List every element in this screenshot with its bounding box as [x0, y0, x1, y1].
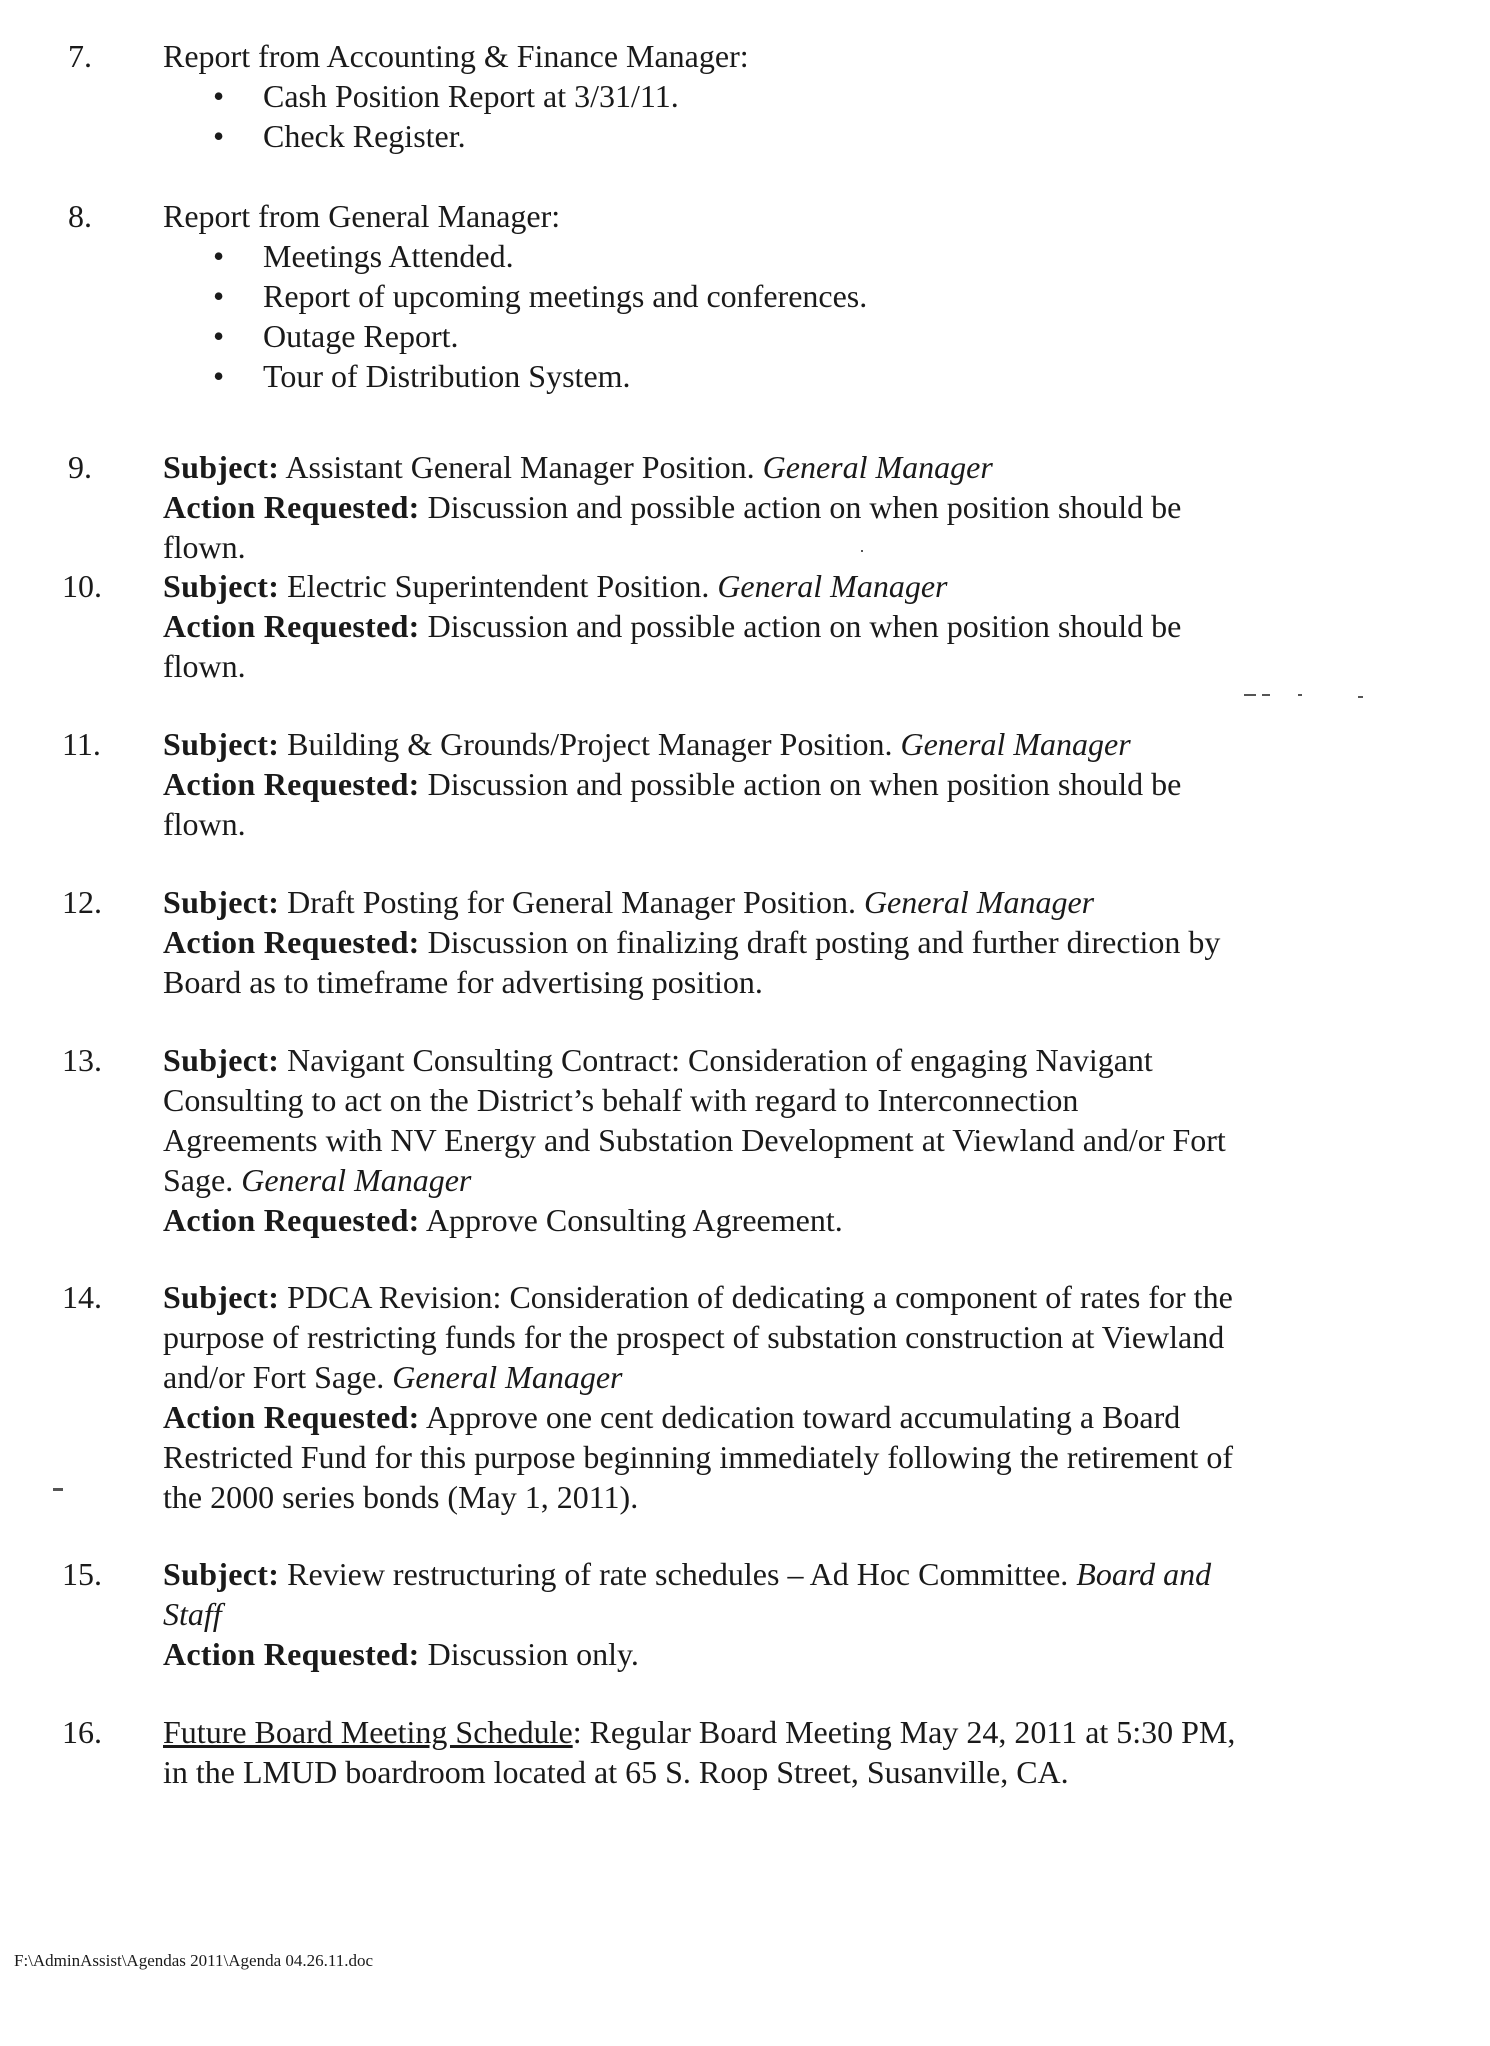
presenter: Staff: [163, 1596, 222, 1632]
item-number: 11.: [62, 726, 101, 762]
item-content: [163, 1277, 1453, 1517]
item-number: 10.: [62, 568, 102, 604]
bullet-icon: •: [213, 318, 225, 354]
schedule-text: in the LMUD boardroom located at 65 S. Roop Street, Susanville, CA.: [163, 1754, 1069, 1790]
scan-speck: [1262, 694, 1270, 696]
subject-text: PDCA Revision: Consideration of dedicating a component of rates for the: [287, 1279, 1233, 1315]
subject-text: Sage.: [163, 1162, 234, 1198]
action-text: Discussion and possible action on when position should be: [427, 608, 1182, 644]
presenter: Board and: [1076, 1556, 1212, 1592]
item-content: [163, 1712, 1453, 1792]
subject-text: Review restructuring of rate schedules – Ad Hoc Committee.: [287, 1556, 1069, 1592]
subject-label: Subject:: [163, 449, 280, 485]
bullet-item: • Cash Position Report at 3/31/11.: [213, 78, 679, 114]
subject-text: Agreements with NV Energy and Substation Development at Viewland and/or Fort: [163, 1122, 1226, 1158]
action-text: the 2000 series bonds (May 1, 2011).: [163, 1479, 639, 1515]
item-number: 9.: [68, 449, 92, 485]
scan-speck: [1358, 696, 1363, 698]
item-content: [163, 566, 1453, 686]
scan-speck: [861, 550, 863, 552]
action-label: Action Requested:: [163, 766, 420, 802]
bullet-item: • Tour of Distribution System.: [213, 358, 631, 394]
action-label: Action Requested:: [163, 1202, 420, 1238]
schedule-label: Future Board Meeting Schedule: [163, 1714, 573, 1750]
subject-text: purpose of restricting funds for the prospect of substation construction at Viewland: [163, 1319, 1225, 1355]
item-title: Report from Accounting & Finance Manager:: [163, 38, 749, 74]
item-content: [163, 724, 1453, 844]
action-text: Discussion only.: [427, 1636, 639, 1672]
action-text: Board as to timeframe for advertising position.: [163, 964, 763, 1000]
item-content: [163, 1040, 1453, 1240]
document-file-path: F:\AdminAssist\Agendas 2011\Agenda 04.26.11.doc: [14, 1951, 374, 1970]
action-text: Discussion on finalizing draft posting and further direction by: [427, 924, 1221, 960]
bullet-icon: •: [213, 358, 225, 394]
action-label: Action Requested:: [163, 489, 420, 525]
item-content: [163, 196, 1453, 396]
bullet-icon: •: [213, 278, 225, 314]
action-label: Action Requested:: [163, 608, 420, 644]
item-content: [163, 447, 1453, 567]
action-text: Discussion and possible action on when position should be: [427, 489, 1182, 525]
subject-label: Subject:: [163, 1042, 280, 1078]
presenter: General Manager: [762, 449, 993, 485]
presenter: General Manager: [392, 1359, 623, 1395]
item-content: [163, 36, 1453, 156]
subject-text: Assistant General Manager Position.: [285, 449, 755, 485]
subject-label: Subject:: [163, 568, 280, 604]
action-text: Approve one cent dedication toward accumulating a Board: [425, 1399, 1181, 1435]
scan-speck: [1244, 694, 1256, 696]
item-title: Report from General Manager:: [163, 198, 561, 234]
action-text: flown.: [163, 648, 246, 684]
presenter: General Manager: [900, 726, 1131, 762]
subject-label: Subject:: [163, 1556, 280, 1592]
subject-text: Building & Grounds/Project Manager Position.: [287, 726, 893, 762]
bullet-icon: •: [213, 238, 225, 274]
bullet-icon: •: [213, 78, 225, 114]
bullet-item: • Check Register.: [213, 118, 466, 154]
item-number: 15.: [62, 1556, 102, 1592]
subject-text: Electric Superintendent Position.: [287, 568, 710, 604]
scan-speck: [53, 1488, 63, 1491]
bullet-icon: •: [213, 118, 225, 154]
presenter: General Manager: [241, 1162, 472, 1198]
item-number: 8.: [68, 198, 92, 234]
subject-label: Subject:: [163, 884, 280, 920]
presenter: General Manager: [717, 568, 948, 604]
subject-text: Consulting to act on the District’s behalf with regard to Interconnection: [163, 1082, 1079, 1118]
item-content: [163, 1554, 1453, 1674]
item-number: 13.: [62, 1042, 102, 1078]
item-number: 12.: [62, 884, 102, 920]
action-label: Action Requested:: [163, 1636, 420, 1672]
bullet-item: • Meetings Attended.: [213, 238, 514, 274]
item-number: 16.: [62, 1714, 102, 1750]
subject-text: and/or Fort Sage.: [163, 1359, 385, 1395]
item-number: 7.: [68, 38, 92, 74]
subject-text: Draft Posting for General Manager Position.: [287, 884, 856, 920]
action-text: Restricted Fund for this purpose beginning immediately following the retirement of: [163, 1439, 1233, 1475]
action-text: Approve Consulting Agreement.: [425, 1202, 843, 1238]
schedule-text: : Regular Board Meeting May 24, 2011 at 5:30 PM,: [572, 1714, 1236, 1750]
presenter: General Manager: [863, 884, 1095, 920]
bullet-item: • Report of upcoming meetings and conferences.: [213, 278, 868, 314]
subject-label: Subject:: [163, 726, 280, 762]
action-text: flown.: [163, 529, 246, 565]
action-text: Discussion and possible action on when position should be: [427, 766, 1182, 802]
action-text: flown.: [163, 806, 246, 842]
action-label: Action Requested:: [163, 924, 420, 960]
subject-label: Subject:: [163, 1279, 280, 1315]
item-content: [163, 882, 1453, 1002]
bullet-item: • Outage Report.: [213, 318, 459, 354]
item-number: 14.: [62, 1279, 102, 1315]
action-label: Action Requested:: [163, 1399, 420, 1435]
subject-text: Navigant Consulting Contract: Consideration of engaging Navigant: [287, 1042, 1153, 1078]
scan-speck: [1298, 694, 1302, 696]
